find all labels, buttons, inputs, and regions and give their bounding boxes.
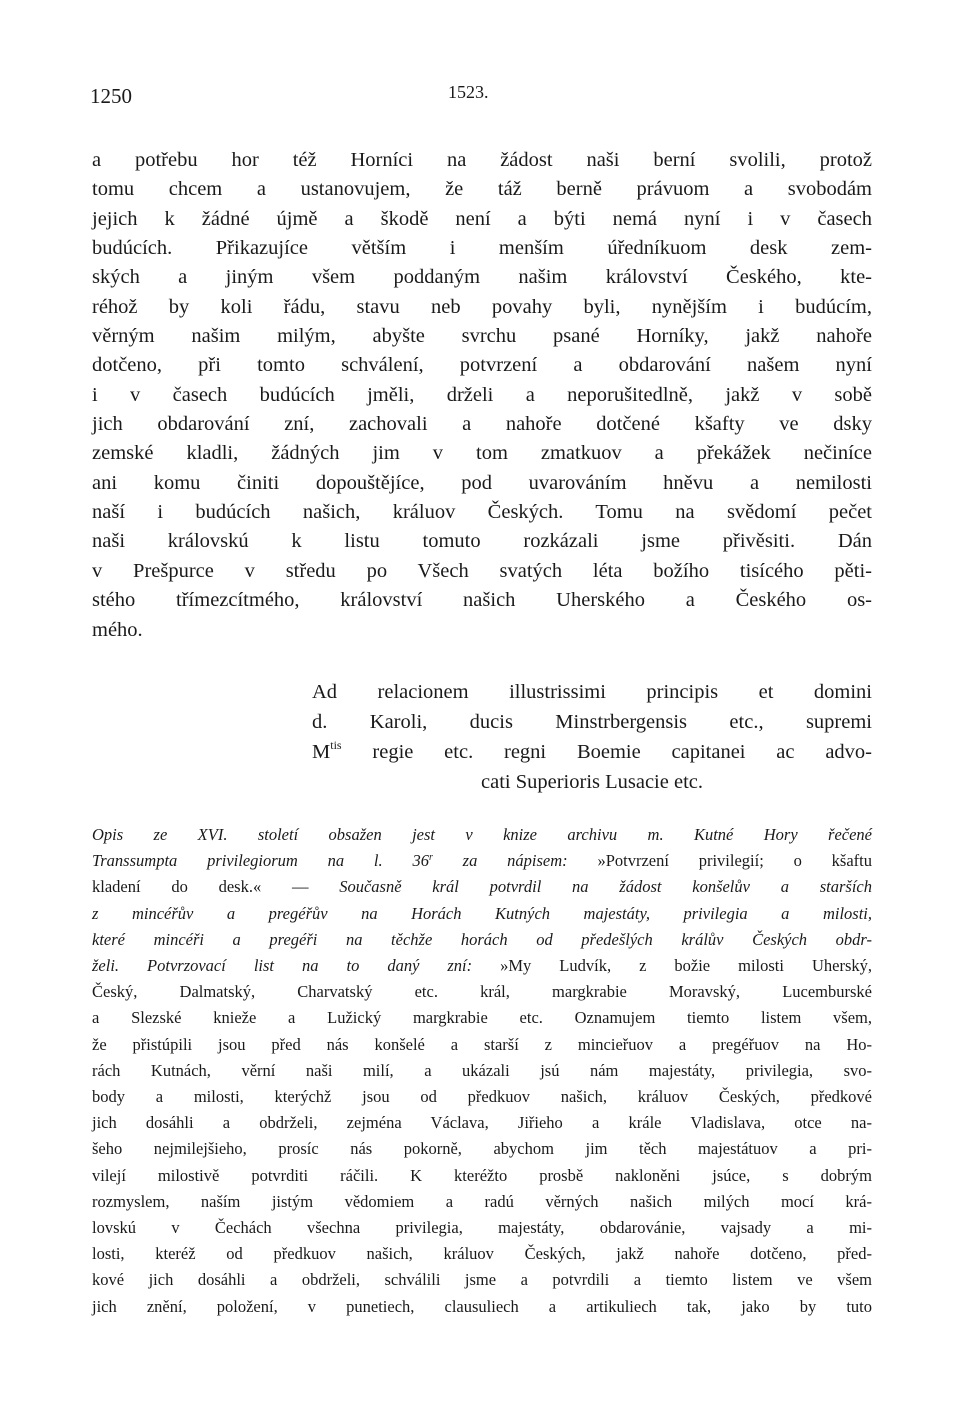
- relation-line: [312, 737, 872, 767]
- text-line: ských a jiným všem poddaným našim království Českého, kte-: [92, 266, 872, 289]
- text-line: naší i budúcích našich, králuov Českých. Tomu na svědomí pečet: [92, 501, 872, 524]
- text-line: ani komu činiti dopouštějíce, pod uvarováním hněvu a nemilosti: [92, 471, 872, 494]
- note-quote: »Potvrzení privilegií; o kšaftu: [597, 851, 872, 871]
- text-line: réhož by koli řádu, stavu neb povahy byli, nynějším i budúcím,: [92, 295, 872, 318]
- relation-abbrev: M: [312, 741, 331, 763]
- note-line: rozmyslem, naším jistým vědomiem a radú věrných našich milých mocí krá-: [92, 1191, 872, 1211]
- note-line: že přistúpili jsou před nás konšelé a starší z mincieřuov a pregéřuov na Ho-: [92, 1034, 872, 1054]
- note-line: šeho nejmilejšieho, prosíc nás pokorně, abychom jim těch majestátuov a pri-: [92, 1139, 872, 1159]
- note-line: jich dosáhli a obdrželi, zejména Václava, Jiřieho a krále Vladislava, otce na-: [92, 1113, 872, 1133]
- note-line: body a milosti, kterýchž jsou od předkuov našich, králuov Českých, předkové: [92, 1087, 872, 1107]
- note-line: losti, kteréž od předkuov našich, králuov Českých, jakž nahoře dotčeno, před-: [92, 1244, 872, 1264]
- note-line: Opis ze XVI. století obsažen jest v knize archivu m. Kutné Hory řečené: [92, 825, 872, 844]
- editorial-note: [92, 822, 872, 1320]
- text-line: zemské kladli, žádných jim v tom zmatkuov a překážek nečiníce: [92, 442, 872, 465]
- note-line: z mincéřův a pregéřův na Horách Kutných majestáty, privilegia a milosti,: [92, 903, 872, 923]
- note-sup: r: [428, 852, 433, 864]
- text-line: naši královskú k listu tomuto rozkázali jsme přivěsiti. Dán: [92, 530, 872, 553]
- relation-line-rest: regie etc. regni Boemie capitanei ac advo-: [341, 741, 872, 763]
- text-line: jejich k žádné újmě a škodě není a býti nemá nyní i v časech: [92, 207, 872, 230]
- note-italic: Transsumpta privilegiorum na l. 36: [92, 851, 429, 871]
- note-line: kové jich dosáhli a obdrželi, schválili jsme a potvrdili a tiemto listem ve všem: [92, 1270, 872, 1290]
- note-quote: kladení do desk.« —: [92, 877, 340, 897]
- note-line: které mincéři a pregéři na těchže horách od předešlých králův Českých obdr-: [92, 929, 872, 949]
- note-line: [92, 953, 872, 979]
- relation-line: d. Karoli, ducis Minstrbergensis etc., supremi: [312, 711, 872, 733]
- text-line: a potřebu hor též Horníci na žádost naši berní svolili, protož: [92, 149, 872, 171]
- document-year: 1523.: [448, 82, 489, 102]
- note-line: lovskú v Čechách všechna privilegia, majestáty, obdarovánie, vajsady a mi-: [92, 1218, 872, 1238]
- note-line: rách Kutnách, věrní naši milí, a ukázali jsú nám majestáty, privilegia, svo-: [92, 1060, 872, 1080]
- note-italic: za nápisem:: [432, 851, 598, 871]
- text-line: jich obdarování zní, zachovali a nahoře dotčené kšafty ve dsky: [92, 413, 872, 436]
- text-line: v Prešpurce v středu po Všech svatých léta božího tisícého pěti-: [92, 559, 872, 582]
- note-line: a Slezské knieže a Lužický margkrabie etc. Oznamujem tiemto listem všem,: [92, 1008, 872, 1028]
- relation-line: Ad relacionem illustrissimi principis et domini: [312, 681, 872, 703]
- note-line: jich znění, položení, v punetiech, clausuliech a artikuliech tak, jako by tuto: [92, 1296, 872, 1316]
- relation-line: cati Superioris Lusacie etc.: [481, 771, 703, 793]
- note-line: Český, Dalmatský, Charvatský etc. král, margkrabie Moravský, Lucemburské: [92, 982, 872, 1002]
- text-line: i v časech budúcích jměli, drželi a neporušitedlně, jakž v sobě: [92, 383, 872, 406]
- text-line: stého třímezcítmého, království našich Uherského a Českého os-: [92, 589, 872, 612]
- note-line: vilejí milostivě potvrditi ráčili. K kteréžto prosbě nakloněni jsúce, s dobrým: [92, 1165, 872, 1185]
- page-header: [0, 84, 960, 114]
- note-quote: »My Ludvík, z božie milosti Uherský,: [500, 956, 872, 976]
- text-line: budúcích. Přikazujíce větším i menším úředníkuom desk zem-: [92, 237, 872, 260]
- note-line: [92, 874, 872, 900]
- text-line: věrným našim milým, abyšte svrchu psané Horníky, jakž nahoře: [92, 325, 872, 348]
- page-number: 1250: [90, 84, 132, 108]
- text-line: mého.: [92, 618, 143, 641]
- note-line: [92, 848, 872, 874]
- main-text: [92, 146, 872, 645]
- note-italic: želi. Potvrzovací list na to daný zní:: [92, 956, 501, 976]
- text-line: dotčeno, při tomto schválení, potvrzení a obdarování našem nyní: [92, 354, 872, 377]
- relation-abbrev-sup: tis: [330, 738, 342, 752]
- text-line: tomu chcem a ustanovujem, že táž berně právuom a svobodám: [92, 178, 872, 201]
- note-italic: Současně král potvrdil na žádost konšelův a starších: [339, 877, 872, 897]
- relation-clause: [312, 677, 872, 797]
